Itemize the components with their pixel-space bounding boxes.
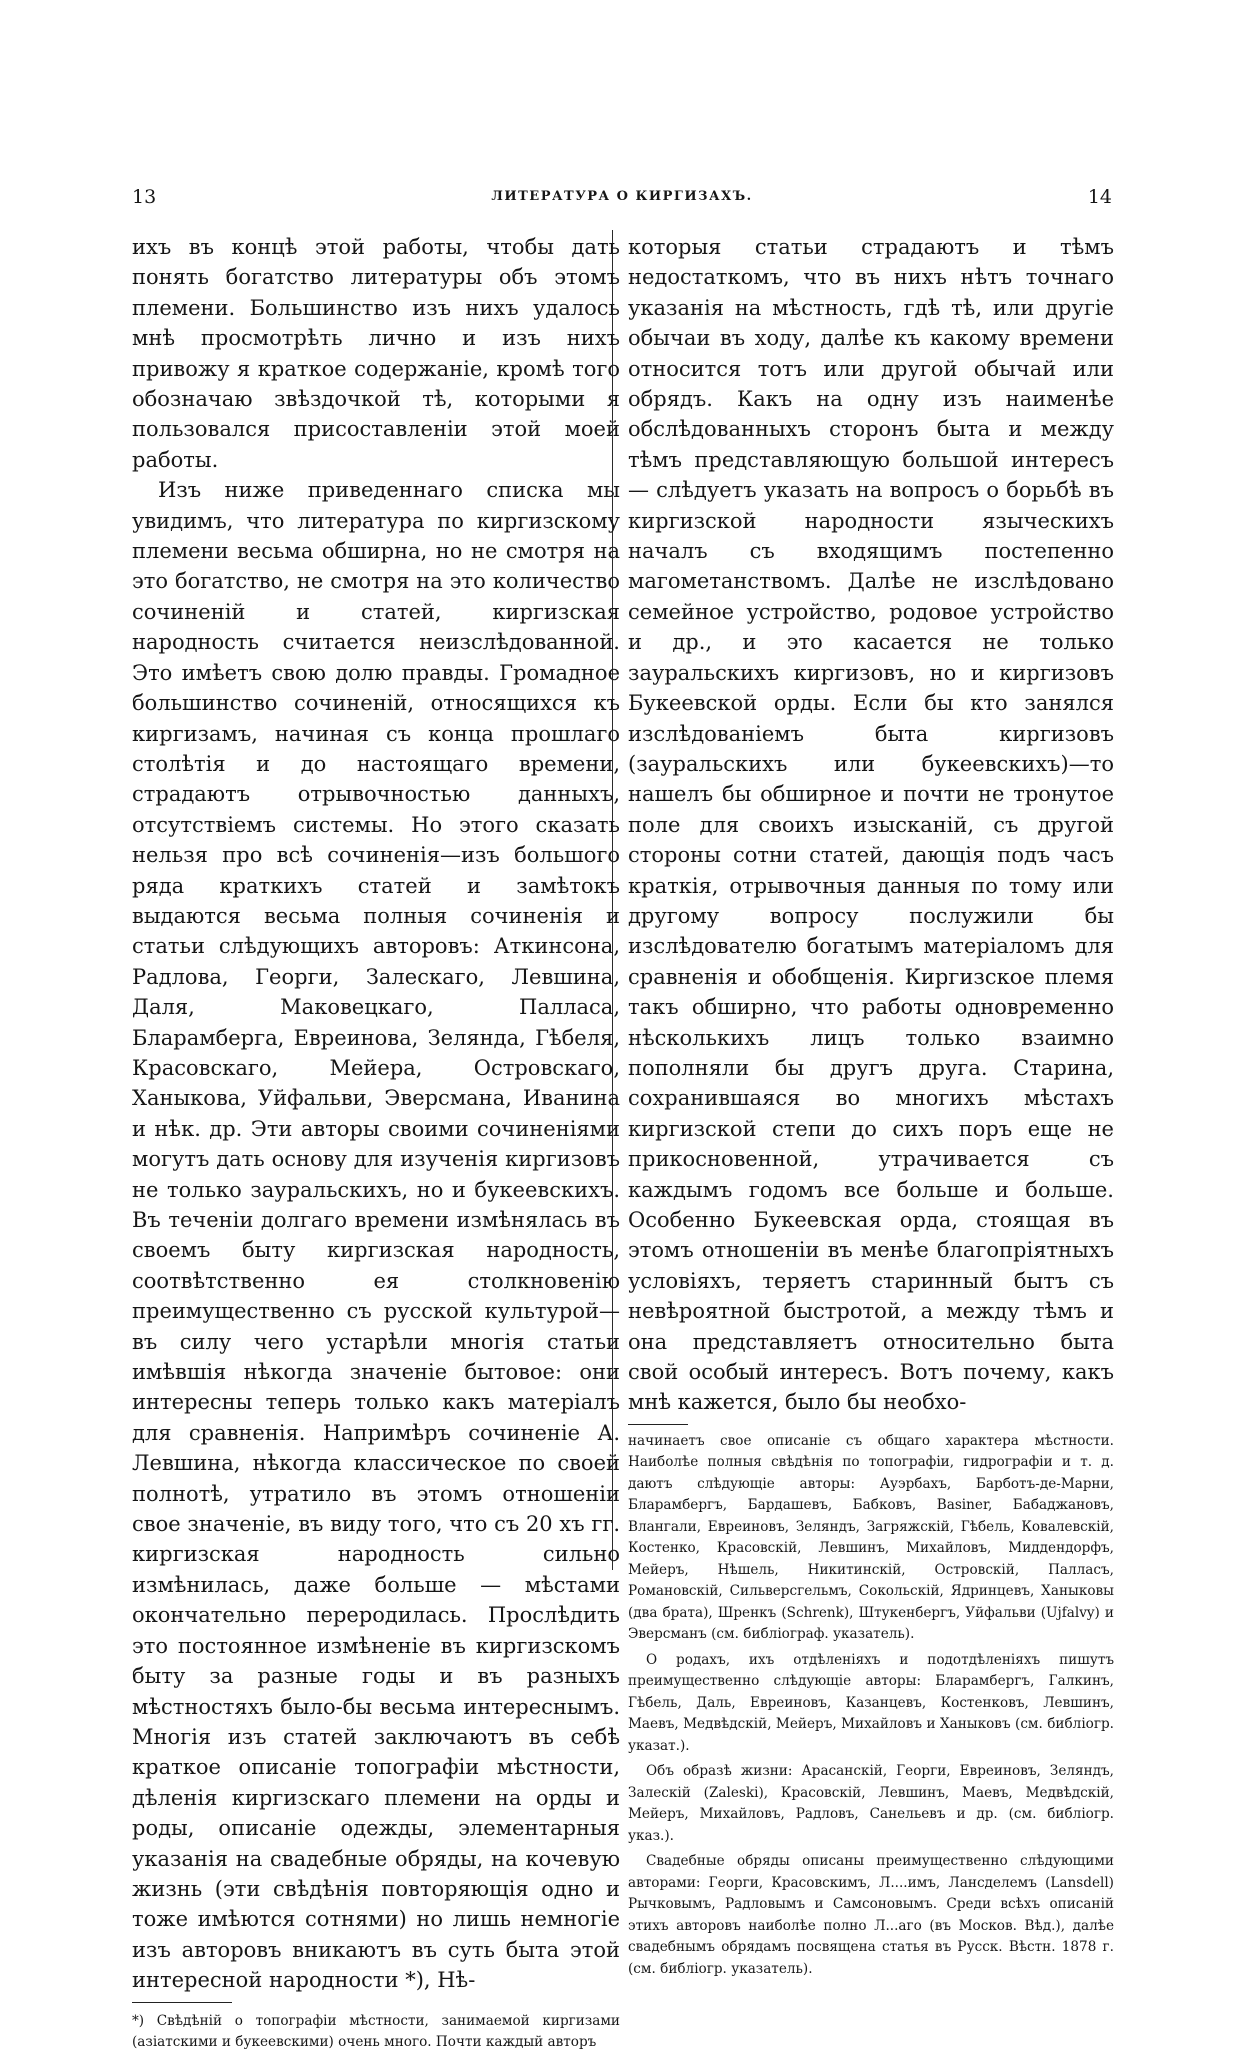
paragraph: ихъ въ концѣ этой работы, чтобы дать понять богатство литературы объ этомъ племени. Большинство изъ нихъ удалось мнѣ просмотрѣть лично и изъ нихъ привожу я краткое содержаніе, кромѣ того обозначаю звѣздочкой тѣ, которыми я пользовался присоставленіи этой моей работы. [132,235,620,472]
page-number-left: 13 [132,186,157,208]
left-column [132,232,620,2058]
footnote: начинаетъ свое описаніе съ общаго характера мѣстности. Наиболѣе полныя свѣдѣнія по топографіи, гидрографіи и т. д. даютъ слѣдующіе авторы: Ауэрбахъ, Барботъ-де-Марни, Бларамбергъ, Бардашевъ, Бабковъ, Basiner, Бабаджановъ, Влангали, Евреиновъ, Зеляндъ, Загряжскій, Гѣбель, Ковалевскій, Костенко, Красовскій, Левшинъ, Михайловъ, Миддендорфъ, Мейеръ, Нѣшель, Никитинскій, Островскій, Палласъ, Романовскій, Сильверсгельмъ, Сокольскій, Ядринцевъ, Ханыковы (два брата), Шренкъ (Schrenk), Штукенбергъ, Уйфальви (Ujfalvy) и Эверсманъ (см. библіограф. указатель). [628,1432,1114,1643]
right-column [628,232,1114,1984]
page-number-right: 14 [1087,186,1112,208]
footnote-separator [628,1424,688,1425]
footnote-separator [132,2002,232,2003]
footnote: О родахъ, ихъ отдѣленіяхъ и подотдѣленіяхъ пишутъ преимущественно слѣдующіе авторы: Бларамбергъ, Галкинъ, Гѣбель, Даль, Евреиновъ, Казанцевъ, Костенковъ, Левшинъ, Маевъ, Медвѣдскій, Мейеръ, Михайловъ и Ханыковъ (см. библіогр. указат.). [628,1651,1114,1754]
footnote: Объ образѣ жизни: Арасанскій, Георги, Евреиновъ, Зеляндъ, Залескій (Zaleski), Красовскій, Левшинъ, Маевъ, Медвѣдскій, Мейеръ, Михайловъ, Радловъ, Санельевъ и др. (см. библіогр. указ.). [628,1763,1114,1844]
running-title: ЛИТЕРАТУРА О КИРГИЗАХЪ. [491,189,753,204]
footnote: Свадебные обряды описаны преимущественно слѣдующими авторами: Георги, Красовскимъ, Л....имъ, Лансделемъ (Lansdell) Рычковымъ, Радловымъ и Самсоновымъ. Среди всѣхъ описаній этихъ авторовъ наиболѣе полно Л...аго (въ Москов. Вѣд.), далѣе свадебнымъ обрядамъ посвящена статья въ Русск. Вѣстн. 1878 г. (см. библіогр. указатель). [628,1853,1114,1977]
page-header [132,186,1112,216]
paragraph: которыя статьи страдаютъ и тѣмъ недостаткомъ, что въ нихъ нѣтъ точнаго указанія на мѣстность, гдѣ тѣ, или другіе обычаи въ ходу, далѣе къ какому времени относится тотъ или другой обычай или обрядъ. Какъ на одну изъ наименѣе обслѣдованныхъ сторонъ быта и между тѣмъ представляющую большой интересъ — слѣдуетъ указать на вопросъ о борьбѣ въ киргизской народности языческихъ началъ съ входящимъ постепенно магометанствомъ. Далѣе не изслѣдовано семейное устройство, родовое устройство и др., и это касается не только зауральскихъ киргизовъ, но и киргизовъ Букеевской орды. Если бы кто занялся изслѣдованіемъ быта киргизовъ (зауральскихъ или букеевскихъ)—то нашелъ бы обширное и почти не тронутое поле для своихъ изысканій, съ другой стороны сотни статей, дающія подъ часъ краткія, отрывочныя данныя по тому или другому вопросу послужили бы изслѣдователю богатымъ матеріаломъ для сравненія и обобщенія. Киргизское племя такъ обширно, что работы одновременно нѣсколькихъ лицъ только взаимно пополняли бы другъ друга. Старина, сохранившаяся во многихъ мѣстахъ киргизской степи до сихъ поръ еще не прикосновенной, утрачивается съ каждымъ годомъ все больше и больше. Особенно Букеевская орда, стоящая въ этомъ отношеніи въ менѣе благопріятныхъ условіяхъ, теряетъ старинный бытъ съ невѣроятной быстротой, а между тѣмъ и она представляетъ относительно быта свой особый интересъ. Вотъ почему, какъ мнѣ кажется, было бы необхо- [628,235,1114,1415]
footnote: *) Свѣдѣній о топографіи мѣстности, занимаемой киргизами (азіатскими и букеевскими) очень много. Почти каждый авторъ [132,2012,620,2051]
paragraph: Изъ ниже приведеннаго списка мы увидимъ, что литература по киргизскому племени весьма обширна, но не смотря на это богатство, не смотря на это количество сочиненій и статей, киргизская народность считается неизслѣдованной. Это имѣетъ свою долю правды. Громадное большинство сочиненій, относящихся къ киргизамъ, начиная съ конца прошлаго столѣтія и до настоящаго времени, страдаютъ отрывочностью данныхъ, отсутствіемъ системы. Но этого сказать нельзя про всѣ сочиненія—изъ большого ряда краткихъ статей и замѣтокъ выдаются весьма полныя сочиненія и статьи слѣдующихъ авторовъ: Аткинсона, Радлова, Георги, Залескаго, Левшина, Даля, Маковецкаго, Палласа, Бларамберга, Евреинова, Зелянда, Гѣбеля, Красовскаго, Мейера, Островскаго, Ханыкова, Уйфальви, Эверсмана, Иванина и нѣк. др. Эти авторы своими сочиненіями могутъ дать основу для изученія киргизовъ не только зауральскихъ, но и букеевскихъ. Въ теченіи долгаго времени измѣнялась въ своемъ быту киргизская народность, соотвѣтственно ея столкновенію преимущественно съ русской культурой—въ силу чего устарѣли многія статьи имѣвшія нѣкогда значеніе бытовое: они интересны теперь только какъ матеріалъ для сравненія. Напримѣръ сочиненіе А. Левшина, нѣкогда классическое по своей полнотѣ, утратило въ этомъ отношеніи свое значеніе, въ виду того, что съ 20 хъ гг. киргизская народность сильно измѣнилась, даже больше — мѣстами окончательно переродилась. Прослѣдить это постоянное измѣненіе въ киргизскомъ быту за разные годы и въ разныхъ мѣстностяхъ было-бы весьма интереснымъ. Многія изъ статей заключаютъ въ себѣ краткое описаніе топографіи мѣстности, дѣленія киргизскаго племени на орды и роды, описаніе одежды, элементарныя указанія на свадебные обряды, на кочевую жизнь (эти свѣдѣнія повторяющія одно и тоже имѣются сотнями) но лишь немногіе изъ авторовъ вникаютъ въ суть быта этой интересной народности *), Нѣ- [132,478,620,1993]
